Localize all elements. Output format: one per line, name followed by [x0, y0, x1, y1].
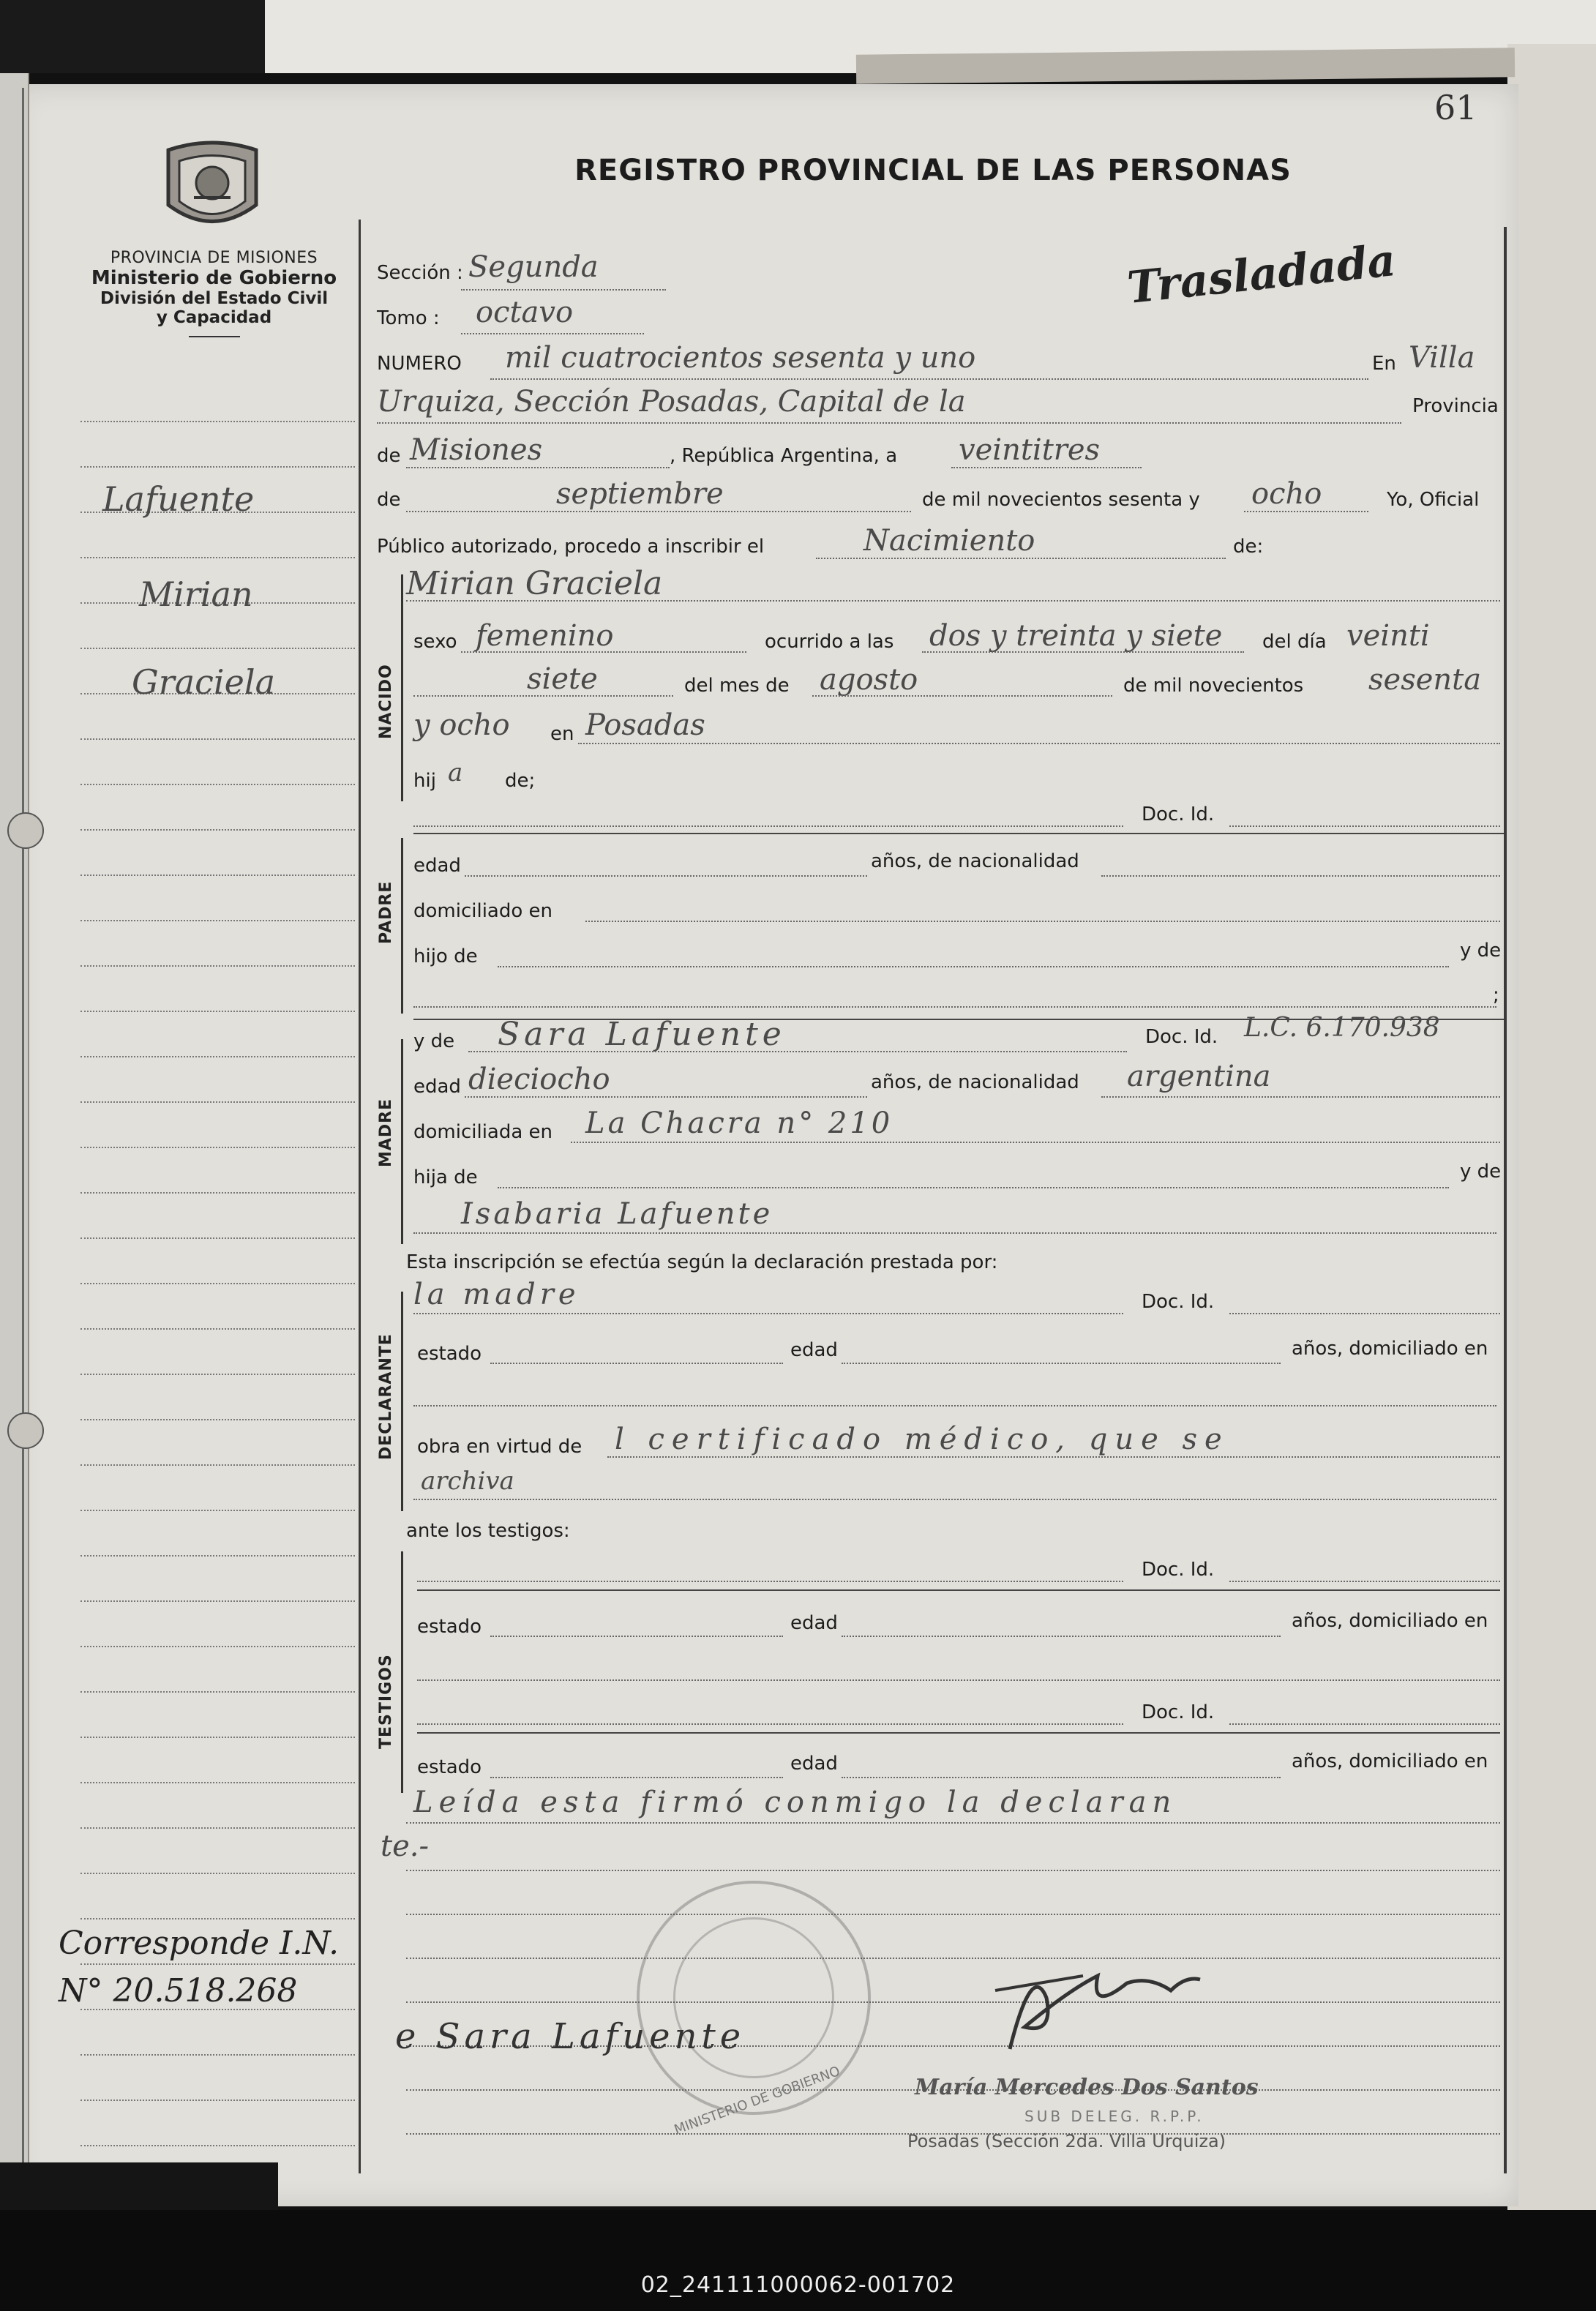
month-value: septiembre	[556, 477, 724, 511]
margin-ruled-line	[80, 1918, 355, 1919]
official-title: SUB DELEG. R.P.P.	[1024, 2108, 1205, 2125]
mes-value: agosto	[820, 663, 918, 697]
margin-ruled-line	[80, 1691, 355, 1693]
padre-edad-label: edad	[413, 855, 461, 877]
dotted-line	[413, 695, 673, 697]
en2-label: en	[550, 723, 574, 745]
image-caption: 02_241111000062-001702	[640, 2272, 956, 2298]
dotted-line	[465, 1096, 867, 1098]
margin-corresponde: Corresponde I.N.	[59, 1925, 340, 1962]
madre-domicilio-value: La Chacra n° 210	[585, 1106, 893, 1140]
testigo2-dom-label: años, domiciliado en	[1292, 1750, 1488, 1772]
margin-ruled-line	[80, 874, 355, 876]
closing-text-cont: te.-	[381, 1829, 429, 1863]
madre-nombre-value: Sara Lafuente	[498, 1016, 786, 1053]
hora-value: dos y treinta y siete	[929, 619, 1223, 653]
padre-hijo-de-label: hijo de	[413, 945, 478, 967]
register-title: REGISTRO PROVINCIAL DE LAS PERSONAS	[574, 154, 1292, 187]
dotted-line	[413, 1313, 1123, 1314]
dotted-line	[498, 966, 1449, 967]
hij-label: hij	[413, 770, 436, 792]
margin-ruled-line	[80, 1328, 355, 1330]
section-label-nacido: NACIDO	[377, 664, 395, 739]
margin-ruled-line	[80, 1555, 355, 1557]
dotted-line	[461, 651, 746, 653]
en-value: Villa	[1409, 341, 1475, 375]
madre-hija-de-label: hija de	[413, 1166, 478, 1188]
padre-y-de-label: y de	[1460, 940, 1502, 962]
official-place: Posadas (Sección 2da. Villa Urquiza)	[907, 2131, 1226, 2151]
testigo2-estado-label: estado	[417, 1756, 482, 1778]
stamp-text: MINISTERIO DE GOBIERNO	[672, 2063, 842, 2138]
dotted-line	[417, 1679, 1500, 1681]
declarante-edad-label: edad	[790, 1339, 838, 1361]
marginal-signature: Trasladada	[1125, 234, 1398, 315]
section-bracket	[401, 838, 403, 1014]
dia-value-cont: siete	[527, 662, 598, 696]
padre-nac-label: años, de nacionalidad	[871, 850, 1079, 872]
declarante-value: la madre	[413, 1278, 580, 1311]
de2-label: de	[377, 489, 401, 511]
section-label-padre: PADRE	[377, 880, 395, 944]
declarante-doc-label: Doc. Id.	[1142, 1291, 1215, 1313]
place-value: Urquiza, Sección Posadas, Capital de la	[377, 385, 966, 419]
madre-y-de-label: y de	[413, 1030, 455, 1052]
margin-ruled-line	[80, 648, 355, 649]
margin-ruled-line	[80, 1192, 355, 1194]
ministry-name: Ministerio de Gobierno	[91, 267, 337, 289]
margin-ruled-line	[80, 466, 355, 468]
section-label-testigos: TESTIGOS	[377, 1654, 395, 1749]
testigos-label: ante los testigos:	[406, 1520, 570, 1542]
header-rule	[189, 336, 240, 337]
binding-hole-icon	[7, 1412, 44, 1449]
dotted-line	[406, 2001, 1500, 2003]
dotted-line	[842, 1363, 1281, 1364]
de4-label: de;	[505, 770, 536, 792]
dotted-line	[413, 825, 1123, 827]
margin-ruled-line	[80, 1600, 355, 1602]
del-dia-label: del día	[1262, 631, 1327, 653]
declaracion-label: Esta inscripción se efectúa según la declaración prestada por:	[406, 1251, 998, 1273]
margin-ruled-line	[80, 1374, 355, 1375]
madre-doc-label: Doc. Id.	[1145, 1026, 1218, 1048]
margin-ruled-line	[80, 1873, 355, 1874]
dotted-line	[406, 467, 670, 468]
margin-ruled-line	[80, 1147, 355, 1148]
right-border	[1504, 227, 1507, 2173]
margin-surname: Lafuente	[102, 479, 255, 519]
section-divider	[417, 1732, 1500, 1734]
dotted-line	[1244, 511, 1368, 512]
dotted-line	[1101, 1096, 1500, 1098]
obra-label: obra en virtud de	[417, 1436, 582, 1458]
spine-line	[22, 88, 24, 2210]
dotted-line	[585, 921, 1500, 922]
book-spine	[0, 73, 29, 2225]
column-divider	[359, 220, 361, 2173]
dotted-line	[417, 1723, 1123, 1725]
section-bracket	[401, 1551, 403, 1793]
province-seal-icon	[161, 135, 263, 241]
seccion-value: Segunda	[468, 250, 599, 284]
numero-value: mil cuatrocientos sesenta y uno	[505, 341, 976, 375]
margin-ruled-line	[80, 2145, 355, 2146]
de3-label: de:	[1233, 536, 1264, 558]
madre-y-de2-label: y de	[1460, 1161, 1502, 1183]
madre-edad-value: dieciocho	[468, 1063, 610, 1096]
margin-ruled-line	[80, 784, 355, 785]
margin-ruled-line	[80, 965, 355, 967]
dotted-line	[578, 743, 1500, 744]
day-value: veintitres	[959, 433, 1101, 467]
margin-ruled-line	[80, 738, 355, 740]
dotted-line	[1229, 1581, 1500, 1582]
sexo-value: femenino	[476, 619, 614, 653]
hij-value: a	[448, 758, 463, 787]
obra-value: l certificado médico, que se	[615, 1423, 1229, 1456]
republica-label: , República Argentina, a	[670, 445, 898, 467]
padre-domicilio-label: domiciliado en	[413, 900, 553, 922]
margin-ruled-line	[80, 421, 355, 422]
dotted-line	[461, 289, 666, 291]
margin-ruled-line	[80, 1963, 355, 1965]
dotted-line	[490, 378, 1368, 380]
provincia-label: Provincia	[1412, 395, 1499, 417]
obra-value-cont: archiva	[421, 1467, 514, 1496]
province-value: Misiones	[410, 433, 543, 467]
abuela-value: Isabaria Lafuente	[461, 1197, 773, 1231]
official-name: María Mercedes Dos Santos	[915, 2075, 1259, 2100]
margin-ruled-line	[80, 1737, 355, 1738]
mother-signature: e Sara Lafuente	[395, 2016, 746, 2057]
section-divider	[413, 833, 1504, 834]
margin-ruled-line	[80, 1056, 355, 1057]
book-edge	[856, 48, 1515, 83]
de-label: de	[377, 445, 401, 467]
dotted-line	[1101, 875, 1500, 877]
dotted-line	[413, 1499, 1496, 1500]
dia-value: veinti	[1346, 619, 1430, 653]
dotted-line	[1229, 1723, 1500, 1725]
dotted-line	[468, 1051, 1127, 1052]
scan-frame-corner	[0, 0, 265, 73]
sexo-label: sexo	[413, 631, 457, 653]
padre-semicolon: ;	[1493, 984, 1499, 1006]
testigo2-edad-label: edad	[790, 1753, 838, 1775]
margin-ruled-line	[80, 1510, 355, 1511]
closing-text: Leída esta firmó conmigo la declaran	[413, 1786, 1177, 1819]
dotted-line	[461, 333, 644, 334]
tomo-label: Tomo :	[377, 307, 440, 329]
act-value: Nacimiento	[863, 524, 1035, 558]
dotted-line	[406, 600, 1500, 602]
margin-document-number: N° 20.518.268	[59, 1972, 298, 2010]
province-name: PROVINCIA DE MISIONES	[110, 249, 318, 267]
margin-ruled-line	[80, 1419, 355, 1420]
binding-hole-icon	[7, 812, 44, 849]
madre-doc-value: L.C. 6.170.938	[1244, 1013, 1440, 1043]
margin-ruled-line	[80, 1782, 355, 1783]
dotted-line	[406, 1870, 1500, 1871]
dotted-line	[490, 1777, 783, 1778]
margin-ruled-line	[80, 557, 355, 558]
section-divider	[417, 1589, 1500, 1591]
margin-ruled-line	[80, 1646, 355, 1647]
year-label: de mil novecientos sesenta y	[922, 489, 1200, 511]
dotted-line	[406, 511, 911, 512]
numero-label: NUMERO	[377, 353, 462, 375]
scan-frame-right	[1507, 44, 1596, 2225]
anio-value: sesenta	[1368, 663, 1482, 697]
dotted-line	[490, 1363, 783, 1364]
dotted-line	[413, 1232, 1496, 1234]
dotted-line	[922, 651, 1244, 653]
dotted-line	[812, 695, 1112, 697]
margin-ruled-line	[80, 2054, 355, 2056]
madre-nac-value: argentina	[1127, 1060, 1271, 1093]
doc-id-label: Doc. Id.	[1142, 804, 1215, 825]
dotted-line	[490, 1636, 783, 1637]
dotted-line	[406, 1958, 1500, 1959]
section-bracket	[401, 1292, 403, 1511]
capacity-name: y Capacidad	[156, 308, 272, 327]
dotted-line	[1229, 1313, 1500, 1314]
testigo1-doc-label: Doc. Id.	[1142, 1559, 1215, 1581]
del-mes-label: del mes de	[684, 675, 790, 697]
margin-ruled-line	[80, 1011, 355, 1012]
testigo2-doc-label: Doc. Id.	[1142, 1701, 1215, 1723]
margin-name-second: Graciela	[132, 662, 275, 702]
division-name: División del Estado Civil	[100, 289, 329, 308]
dotted-line	[571, 1142, 1500, 1143]
margin-ruled-line	[80, 1237, 355, 1239]
anio-value-cont: y ocho	[413, 708, 510, 742]
ocurrido-label: ocurrido a las	[765, 631, 894, 653]
en-label: En	[1372, 353, 1396, 375]
testigo1-estado-label: estado	[417, 1616, 482, 1638]
dotted-line	[417, 1581, 1123, 1582]
madre-edad-label: edad	[413, 1076, 461, 1098]
margin-ruled-line	[80, 1283, 355, 1284]
year-value: ocho	[1251, 477, 1322, 511]
margin-ruled-line	[80, 1101, 355, 1103]
testigo1-dom-label: años, domiciliado en	[1292, 1610, 1488, 1632]
seccion-label: Sección :	[377, 262, 463, 284]
province-header	[70, 249, 359, 337]
dotted-line	[1229, 825, 1500, 827]
section-bracket	[401, 1039, 403, 1244]
margin-ruled-line	[80, 1827, 355, 1829]
section-label-declarante: DECLARANTE	[377, 1333, 395, 1460]
testigo1-edad-label: edad	[790, 1612, 838, 1634]
margin-name-first: Mirian	[139, 574, 253, 614]
dotted-line	[406, 1822, 1500, 1824]
dotted-line	[406, 1914, 1500, 1915]
section-label-madre: MADRE	[377, 1098, 395, 1167]
madre-domicilio-label: domiciliada en	[413, 1121, 553, 1143]
mil-label: de mil novecientos	[1123, 675, 1304, 697]
dotted-line	[498, 1187, 1449, 1188]
publico-label: Público autorizado, procedo a inscribir el	[377, 536, 765, 558]
tomo-value: octavo	[476, 296, 574, 329]
margin-ruled-line	[80, 1464, 355, 1466]
margin-ruled-line	[80, 2100, 355, 2101]
margin-ruled-line	[80, 829, 355, 831]
yo-oficial-label: Yo, Oficial	[1387, 489, 1480, 511]
declarante-estado-label: estado	[417, 1343, 482, 1365]
nombre-value: Mirian Graciela	[406, 565, 663, 602]
lugar-value: Posadas	[585, 708, 705, 742]
dotted-line	[465, 875, 867, 877]
section-bracket	[401, 574, 403, 801]
dotted-line	[377, 422, 1401, 424]
dotted-line	[816, 558, 1226, 559]
official-signature-icon	[981, 1947, 1215, 2064]
dotted-line	[842, 1777, 1281, 1778]
dotted-line	[413, 1006, 1496, 1008]
dotted-line	[607, 1456, 1500, 1458]
dotted-line	[951, 467, 1142, 468]
dotted-line	[413, 1405, 1496, 1407]
declarante-dom-label: años, domiciliado en	[1292, 1338, 1488, 1360]
page-number: 61	[1434, 88, 1477, 127]
margin-ruled-line	[80, 920, 355, 921]
dotted-line	[842, 1636, 1281, 1637]
madre-nac-label: años, de nacionalidad	[871, 1071, 1079, 1093]
